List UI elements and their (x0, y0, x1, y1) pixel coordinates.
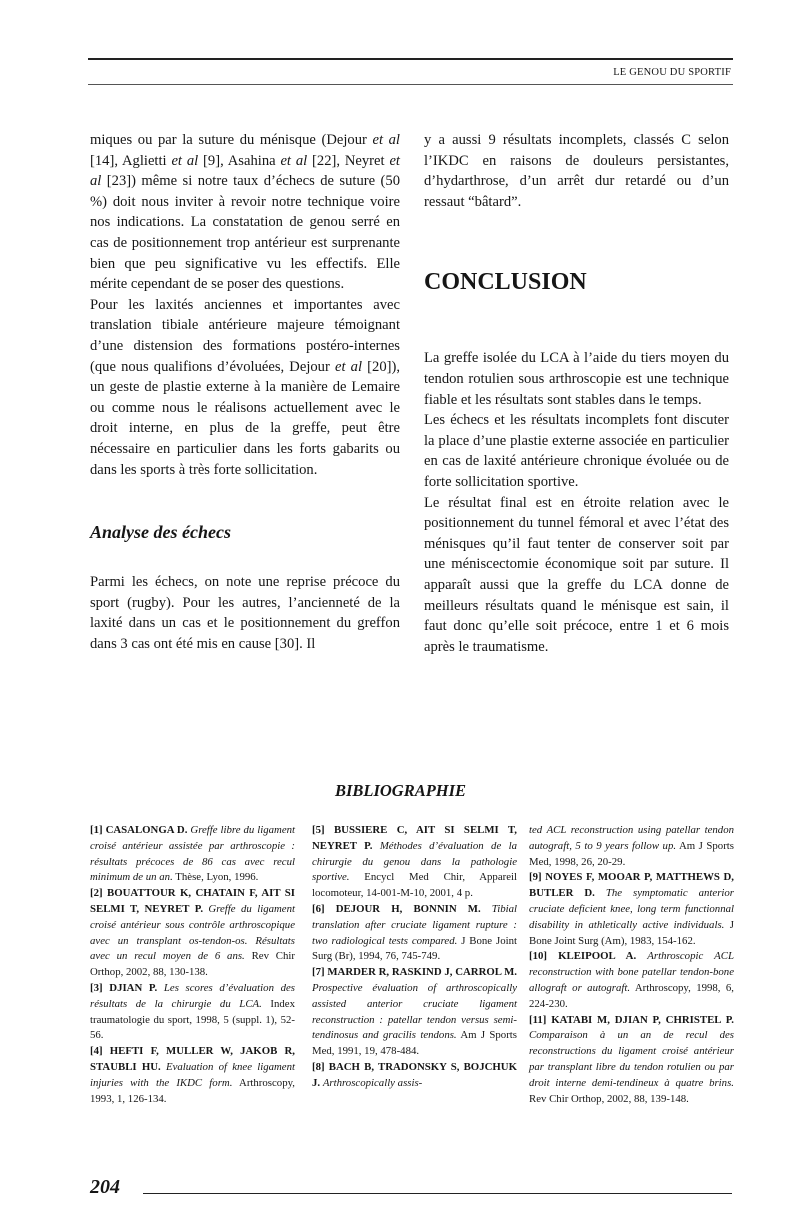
bibliography-entry: [6] DEJOUR H, BONNIN M. Tibial translation after cruciate ligament rupture : two radiological tests compared. J Bone Joint Surg (Br), 1994, 76, 745-749. (312, 902, 517, 963)
bibliography-entry: [10] KLEIPOOL A. Arthroscopic ACL reconstruction with bone patellar tendon-bone allograft or autograft. Arthroscopy, 1998, 6, 224-230. (529, 950, 734, 1010)
page-number: 204 (90, 1176, 120, 1198)
bibliography-entry: ted ACL reconstruction using patellar tendon autograft, 5 to 9 years follow up. Am J Sports Med, 1998, 26, 20-29. (529, 824, 734, 868)
subsection-heading: Analyse des échecs (90, 522, 231, 543)
paragraph: Les échecs et les résultats incomplets font discuter la place d’une plastie externe associée en particulier en cas de laxité antérieure chronique évoluée ou de forte sollicitation sportive. (424, 412, 729, 490)
bibliography-entry: [5] BUSSIERE C, AIT SI SELMI T, NEYRET P. Méthodes d’évaluation de la chirurgie du genou dans la pathologie sportive. Encycl Med Chir, Appareil locomoteur, 14-001-M-10, 2001, 4 p. (312, 824, 517, 900)
bibliography-column (90, 823, 295, 1107)
bibliography-entry: [11] KATABI M, DJIAN P, CHRISTEL P. Comparaison à un an de recul des reconstructions du ligament croisé antérieur par transplant libre du tendon rotulien ou par droit interne demi-tendineux à quatre brins. Rev Chir Orthop, 2002, 88, 139-148. (529, 1013, 735, 1105)
footer-rule (143, 1193, 732, 1194)
section-heading: CONCLUSION (424, 269, 587, 296)
bibliography-entry: [1] CASALONGA D. Greffe libre du ligament croisé antérieur assistée par arthroscopie : résultats précoces de 86 cas avec recul minimum de un an. Thèse, Lyon, 1996. (90, 824, 296, 884)
bibliography-entry: [8] BACH B, TRADONSKY S, BOJCHUK J. Arthroscopically assis- (312, 1060, 517, 1089)
bibliography-entry: [9] NOYES F, MOOAR P, MATTHEWS D, BUTLER D. The symptomatic anterior cruciate deficient knee, long term functionnal disability in athletically active individuals. J Bone Joint Surg (Am), 1983, 154-162. (529, 871, 734, 947)
running-header: LE GENOU DU SPORTIF (613, 67, 731, 78)
bibliography-entry: [7] MARDER R, RASKIND J, CARROL M. Prospective évaluation of arthroscopically assisted anterior cruciate ligament reconstruction : patellar tendon versus semi-tendinosus and gracilis tendons. Am J Sports Med, 1991, 19, 478-484. (312, 966, 518, 1058)
bibliography-entry: [4] HEFTI F, MULLER W, JAKOB R, STAUBLI HU. Evaluation of knee ligament injuries with the IKDC form. Arthroscopy, 1993, 1, 126-134. (90, 1045, 295, 1105)
paragraph: y a aussi 9 résultats incomplets, classés C selon l’IKDC en raisons de douleurs persistantes, d’hydarthrose, d’un arrêt dur retardé ou d’un ressaut “bâtard”. (424, 132, 729, 210)
bibliography-entry: [3] DJIAN P. Les scores d’évaluation des résultats de la chirurgie du LCA. Index traumatologie du sport, 1998, 5 (suppl. 1), 52-56. (90, 981, 296, 1042)
paragraph: miques ou par la suture du ménisque (Dejour et al [14], Aglietti et al [9], Asahina et al [22], Neyret et al [23]) même si notre taux d’échecs de suture (50 %) doit nous inviter à revoir notre technique voire nos indications. La constatation de genou serré en cas de positionnement trop antérieur est surprenante bien que peu significative vu les effectifs. Elle mérite cependant de se poser des questions. (90, 132, 400, 293)
bibliography-column (312, 823, 517, 1092)
paragraph: Le résultat final est en étroite relation avec le positionnement du tunnel fémoral et avec l’état des ménisques qu’il faut tenter de conserver soit par une méniscectomie économique soit par suture. Il apparaît aussi que la greffe du LCA donne de meilleurs résultats quand le ménisque est sain, il faut donc qu’elle soit précoce, entre 1 et 6 mois après le traumatisme. (424, 494, 729, 655)
paragraph: La greffe isolée du LCA à l’aide du tiers moyen du tendon rotulien sous arthroscopie est une technique fiable et les résultats sont stables dans le temps. (424, 350, 729, 408)
bibliography-heading: BIBLIOGRAPHIE (334, 781, 467, 800)
right-column (424, 130, 729, 657)
bibliography-entry: [2] BOUATTOUR K, CHATAIN F, AIT SI SELMI T, NEYRET P. Greffe du ligament croisé antérieur sous contrôle arthroscopique avec un transplant os-tendon-os. Résultats avec un recul moyen de 6 ans. Rev Chir Orthop, 2002, 88, 130-138. (90, 887, 295, 979)
left-column (90, 130, 400, 654)
paragraph: Parmi les échecs, on note une reprise précoce du sport (rugby). Pour les autres, l’ancienneté de la laxité dans un cas et le positionnement du greffon dans 3 cas ont été mis en cause [30]. Il (90, 574, 400, 652)
paragraph: Pour les laxités anciennes et importantes avec translation tibiale antérieure majeure témoignant d’une distension des formations postéro-internes (que nous qualifions d’évoluées, Dejour et al [20]), un geste de plastie externe à la manière de Lemaire ou comme nous le réalisons actuellement avec le droit interne, en plus de la greffe, peut être nécessaire en particulier dans les forts gabarits ou dans les sports à très forte sollicitation. (90, 296, 400, 478)
header-rule-bottom (88, 84, 733, 85)
bibliography-column (529, 823, 734, 1107)
header-rule-top (88, 58, 733, 60)
